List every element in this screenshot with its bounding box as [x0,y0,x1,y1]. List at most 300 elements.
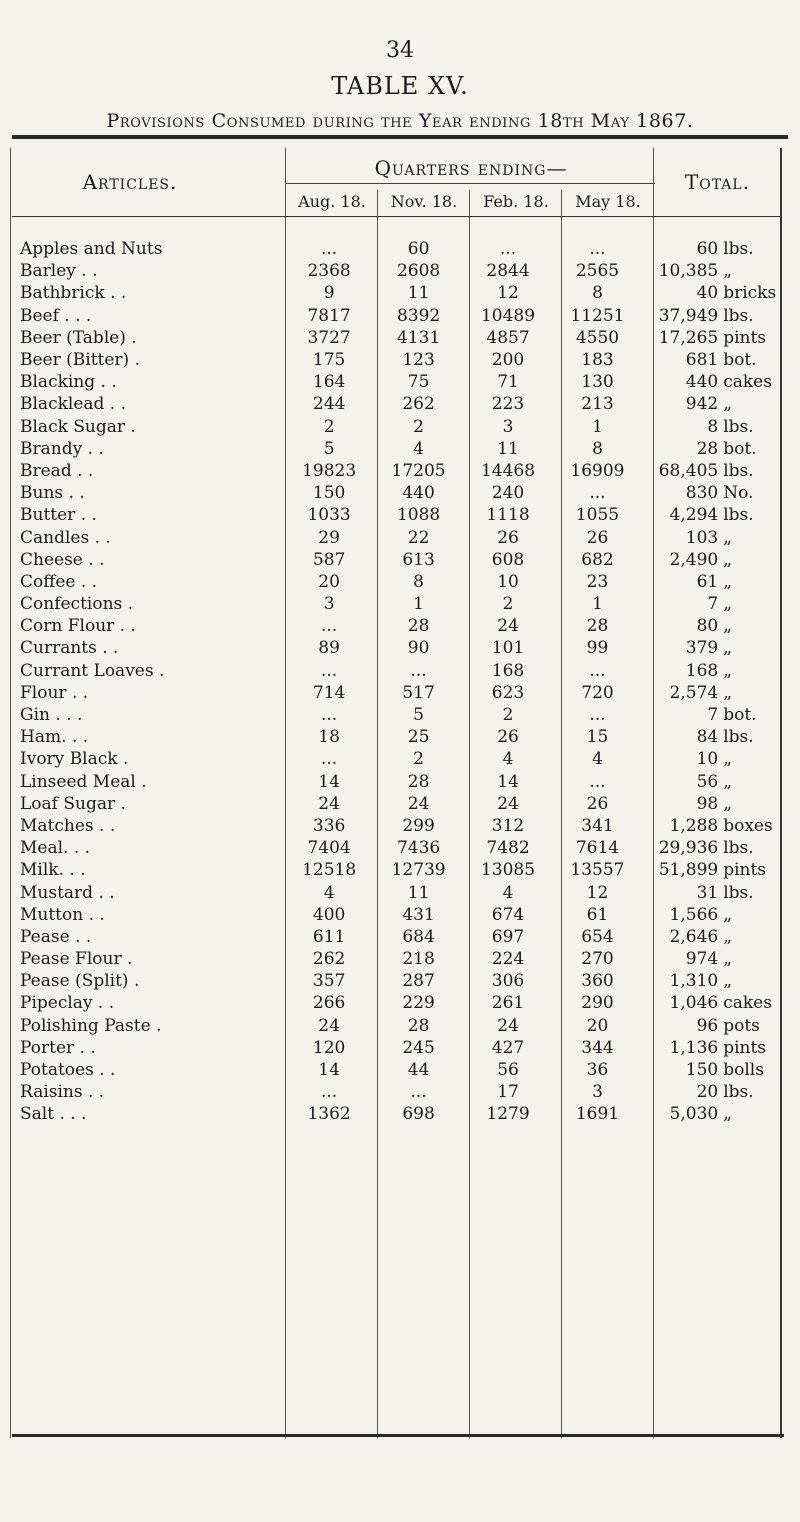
table-row [12,526,780,548]
total-unit: lbs. [723,838,754,859]
quarter-aug-value: ... [321,749,338,770]
table-row [12,349,780,371]
quarter-aug-value: 18 [318,727,340,748]
quarter-feb-value: 224 [491,949,525,970]
total-unit: „ [723,749,733,770]
quarter-aug-value: 2368 [307,261,351,282]
article-name: Coffee . . [20,571,98,592]
article-name: Pease . . [20,926,92,947]
total-cell [642,815,780,837]
quarter-may-value: ... [589,660,606,681]
quarter-aug-value: 7817 [307,305,351,326]
quarter-aug-value: 714 [312,682,346,703]
total-unit: „ [723,949,733,970]
total-unit: lbs. [723,1082,754,1103]
quarter-aug-value: 19823 [302,460,357,481]
article-name: Apples and Nuts [20,239,163,260]
total-unit: „ [723,660,733,681]
quarter-feb-value: 261 [491,993,525,1014]
table-row [12,859,780,881]
quarter-may-value: 130 [581,372,614,393]
table-row [12,593,780,615]
total-cell [642,305,780,327]
total-unit: pots [723,1015,760,1036]
table-frame-right [780,148,782,1438]
total-value: 440 [685,372,719,393]
quarter-feb-value: 24 [497,1015,519,1036]
quarter-feb-value: 312 [491,815,525,836]
total-value: 98 [696,793,719,814]
quarter-nov-value: 5 [413,705,424,726]
table-row [12,1037,780,1059]
quarter-feb-value: 7482 [486,838,530,859]
total-value: 379 [685,638,719,659]
total-value: 1,046 [669,993,719,1014]
article-name: Linseed Meal . [20,771,147,792]
header-quarter-nov: Nov. 18. [390,192,458,211]
quarter-nov-value: 2 [413,416,424,437]
article-name: Currant Loaves . [20,660,165,681]
article-name: Blacklead . . [20,394,127,415]
total-unit: No. [723,483,754,504]
quarter-aug-value: 150 [312,483,346,504]
quarter-nov-value: 440 [402,483,435,504]
quarter-nov-value: 229 [402,993,435,1014]
total-unit: „ [723,261,733,282]
total-unit: pints [723,860,767,881]
article-name: Loaf Sugar . [20,793,126,814]
quarter-aug-value: 3727 [307,327,351,348]
quarter-aug-value: ... [321,705,338,726]
quarter-nov-value: 299 [402,815,435,836]
total-value: 8 [707,416,719,437]
table-row [12,327,780,349]
quarter-may-value: 15 [586,727,609,748]
total-value: 2,574 [669,682,719,703]
quarter-aug-value: 1033 [307,505,351,526]
page-number: 34 [386,38,414,63]
table-row [12,815,780,837]
quarter-aug-value: ... [321,660,338,681]
quarter-feb-value: 674 [491,904,525,925]
quarter-nov-value: ... [410,1082,427,1103]
total-value: 84 [696,727,719,748]
total-cell [642,704,780,726]
quarter-nov-value: 22 [407,527,430,548]
quarter-nov-value: 28 [407,616,430,637]
total-value: 10 [696,749,719,770]
quarter-feb-value: 10489 [480,305,536,326]
quarter-may-value: 1 [592,416,603,437]
quarter-feb-value: 3 [502,416,514,437]
table-row [12,904,780,926]
quarter-feb-value: 24 [497,793,519,814]
quarter-nov-value: 287 [402,971,435,992]
quarter-aug-value: 587 [312,549,346,570]
total-cell [642,460,780,482]
quarter-nov-value: 218 [402,949,435,970]
total-unit: lbs. [723,416,754,437]
total-cell [642,349,780,371]
quarter-aug-value: 9 [323,283,335,304]
total-unit: lbs. [723,239,754,260]
total-value: 31 [696,882,719,903]
quarter-feb-value: 56 [497,1060,519,1081]
quarter-aug-value: 24 [318,1015,340,1036]
quarter-may-value: 4550 [575,327,620,348]
article-name: Mutton . . [20,904,105,925]
quarter-feb-value: 101 [491,638,525,659]
quarter-nov-value: 11 [407,283,430,304]
quarter-may-value: 213 [581,394,614,415]
table-row [12,305,780,327]
total-unit: „ [723,904,733,925]
total-unit: „ [723,394,733,415]
total-cell [642,615,780,637]
total-unit: bot. [723,438,757,459]
header-quarter-feb: Feb. 18. [483,192,549,211]
article-name: Butter . . [20,505,97,526]
quarter-aug-value: 89 [318,638,340,659]
quarter-aug-value: 14 [318,771,340,792]
table-row [12,837,780,859]
header-quarters-rule [285,183,655,184]
total-unit: lbs. [723,882,754,903]
total-cell [642,660,780,682]
article-name: Gin . . . [20,705,83,726]
total-cell [642,571,780,593]
total-value: 1,566 [669,904,719,925]
total-cell [642,1037,780,1059]
total-value: 2,646 [669,926,719,947]
total-cell [642,748,780,770]
quarter-aug-value: 20 [318,571,340,592]
quarter-nov-value: 17205 [391,460,446,481]
quarter-may-value: 8 [592,283,603,304]
total-cell [642,416,780,438]
quarter-aug-value: 2 [323,416,335,437]
quarter-feb-value: 1279 [486,1104,530,1125]
quarter-nov-value: 262 [402,394,435,415]
quarter-feb-value: 4857 [486,327,530,348]
quarter-aug-value: 3 [323,594,335,615]
quarter-may-value: 16909 [570,460,625,481]
total-unit: „ [723,571,733,592]
total-cell [642,1103,780,1125]
article-name: Milk. . . [20,860,86,881]
total-value: 5,030 [669,1104,719,1125]
quarter-nov-value: 4 [413,438,424,459]
article-name: Brandy . . [20,438,104,459]
total-value: 61 [696,571,719,592]
article-name: Pease Flour . [20,949,133,970]
total-cell [642,948,780,970]
article-name: Currants . . [20,638,119,659]
total-value: 80 [696,616,719,637]
quarter-may-value: ... [589,705,606,726]
quarter-feb-value: 1118 [486,505,530,526]
quarter-may-value: 26 [586,527,609,548]
table-row [12,726,780,748]
quarter-feb-value: 306 [491,971,525,992]
total-cell [642,504,780,526]
article-name: Mustard . . [20,882,115,903]
quarter-may-value: 682 [581,549,614,570]
table-frame-left [10,148,11,1438]
quarter-feb-value: 14 [497,771,519,792]
total-value: 2,490 [669,549,719,570]
quarter-nov-value: 684 [402,926,435,947]
quarter-feb-value: 2844 [486,261,530,282]
total-value: 96 [696,1015,719,1036]
quarter-may-value: 720 [581,682,614,703]
total-cell [642,393,780,415]
total-cell [642,327,780,349]
quarter-feb-value: 608 [491,549,525,570]
quarter-aug-value: 357 [312,971,346,992]
quarter-nov-value: 8392 [396,305,441,326]
total-value: 7 [707,705,719,726]
total-unit: bolls [723,1060,764,1081]
total-cell [642,837,780,859]
table-row [12,1081,780,1103]
total-value: 17,265 [658,327,719,348]
quarter-may-value: 20 [586,1015,609,1036]
quarter-nov-value: 12739 [391,860,446,881]
article-name: Potatoes . . [20,1060,116,1081]
bottom-rule [12,1434,784,1437]
table-row [12,393,780,415]
total-value: 942 [685,394,719,415]
total-value: 4,294 [669,505,719,526]
quarter-nov-value: 1 [413,594,424,615]
total-cell [642,793,780,815]
table-row [12,438,780,460]
quarter-may-value: 654 [581,926,614,947]
quarter-nov-value: 8 [413,571,424,592]
total-unit: „ [723,926,733,947]
quarter-feb-value: 10 [497,571,519,592]
quarter-aug-value: 5 [323,438,335,459]
article-name: Corn Flour . . [20,616,136,637]
article-name: Meal. . . [20,838,91,859]
table-row [12,460,780,482]
total-cell [642,482,780,504]
quarter-may-value: 1691 [575,1104,620,1125]
total-unit: „ [723,527,733,548]
total-unit: „ [723,594,733,615]
table-row [12,571,780,593]
quarter-aug-value: 266 [312,993,346,1014]
total-value: 56 [696,771,719,792]
quarter-may-value: ... [589,239,606,260]
table-row [12,615,780,637]
quarter-nov-value: 1088 [396,505,441,526]
total-value: 150 [685,1060,719,1081]
quarter-aug-value: 29 [318,527,340,548]
total-cell [642,926,780,948]
total-unit: lbs. [723,460,754,481]
quarter-may-value: 4 [592,749,603,770]
article-name: Pease (Split) . [20,971,140,992]
quarter-feb-value: 24 [497,616,519,637]
quarter-feb-value: 240 [491,483,525,504]
total-value: 60 [696,239,719,260]
table-row [12,793,780,815]
quarter-aug-value: 164 [312,372,346,393]
table-row [12,970,780,992]
article-name: Barley . . [20,261,98,282]
total-unit: pints [723,327,767,348]
total-cell [642,593,780,615]
total-unit: „ [723,1104,733,1125]
quarter-feb-value: 697 [491,926,525,947]
article-name: Ivory Black . [20,749,129,770]
total-unit: pints [723,1037,767,1058]
quarter-aug-value: 12518 [302,860,357,881]
table-row [12,992,780,1014]
quarter-aug-value: 611 [312,926,346,947]
total-cell [642,1015,780,1037]
total-cell [642,992,780,1014]
total-unit: lbs. [723,505,754,526]
quarter-aug-value: 24 [318,793,340,814]
quarter-aug-value: 175 [312,350,346,371]
total-value: 681 [685,350,719,371]
article-name: Pipeclay . . [20,993,115,1014]
total-cell [642,438,780,460]
quarter-nov-value: 2 [413,749,424,770]
table-row [12,1059,780,1081]
quarter-may-value: 11251 [570,305,625,326]
quarter-may-value: 1055 [575,505,620,526]
article-name: Beer (Table) . [20,327,137,348]
quarter-nov-value: 613 [402,549,435,570]
quarter-may-value: 270 [581,949,614,970]
table-row [12,282,780,304]
total-value: 51,899 [658,860,719,881]
quarter-feb-value: 26 [497,527,519,548]
quarter-nov-value: 28 [407,1015,430,1036]
provisions-table [12,238,780,1126]
table-row [12,1103,780,1125]
quarter-aug-value: ... [321,239,338,260]
quarter-may-value: 360 [581,971,614,992]
quarter-feb-value: ... [499,239,517,260]
total-unit: boxes [723,815,773,836]
total-cell [642,1081,780,1103]
quarter-feb-value: 17 [497,1082,519,1103]
quarter-may-value: 7614 [575,838,620,859]
quarter-nov-value: 431 [402,904,435,925]
article-name: Blacking . . [20,372,117,393]
header-quarter-aug: Aug. 18. [298,192,366,211]
total-cell [642,726,780,748]
quarter-may-value: 61 [586,904,609,925]
total-cell [642,771,780,793]
total-unit: „ [723,616,733,637]
total-unit: bot. [723,350,757,371]
total-value: 974 [685,949,719,970]
table-row [12,748,780,770]
quarter-nov-value: ... [410,660,427,681]
quarter-aug-value: 7404 [307,838,351,859]
total-value: 68,405 [658,460,719,481]
article-name: Beer (Bitter) . [20,350,140,371]
article-name: Flour . . [20,682,89,703]
quarter-nov-value: 698 [402,1104,435,1125]
quarter-aug-value: 120 [312,1037,346,1058]
quarter-may-value: 28 [586,616,609,637]
quarter-may-value: 13557 [570,860,625,881]
total-unit: „ [723,682,733,703]
article-name: Ham. . . [20,727,89,748]
quarter-nov-value: 75 [407,372,430,393]
header-rule [12,216,780,217]
quarter-aug-value: 262 [312,949,346,970]
table-row [12,660,780,682]
table-row [12,416,780,438]
article-name: Black Sugar . [20,416,136,437]
quarter-may-value: 290 [581,993,614,1014]
quarter-feb-value: 12 [497,283,519,304]
total-cell [642,526,780,548]
total-value: 10,385 [658,261,719,282]
quarter-nov-value: 60 [407,239,430,260]
quarter-feb-value: 4 [502,749,514,770]
article-name: Candles . . [20,527,111,548]
table-row [12,948,780,970]
quarter-feb-value: 14468 [480,460,536,481]
article-name: Bread . . [20,460,94,481]
table-row [12,371,780,393]
total-unit: „ [723,793,733,814]
article-name: Raisins . . [20,1082,105,1103]
total-value: 103 [685,527,719,548]
quarter-nov-value: 11 [407,882,430,903]
quarter-nov-value: 4131 [396,327,441,348]
quarter-feb-value: 168 [491,660,525,681]
total-cell [642,881,780,903]
article-name: Confections . [20,594,134,615]
quarter-nov-value: 90 [407,638,430,659]
table-row [12,771,780,793]
total-value: 830 [685,483,719,504]
quarter-feb-value: 623 [491,682,525,703]
table-row [12,1015,780,1037]
quarter-may-value: 183 [581,350,614,371]
quarter-may-value: ... [589,483,606,504]
quarter-feb-value: 11 [497,438,519,459]
article-name: Buns . . [20,483,85,504]
total-value: 28 [696,438,719,459]
total-unit: „ [723,638,733,659]
header-articles: Articles. [82,170,178,194]
total-unit: cakes [723,993,772,1014]
total-unit: cakes [723,372,772,393]
total-cell [642,238,780,260]
total-cell [642,682,780,704]
header-quarter-may: May 18. [575,192,641,211]
quarter-aug-value: 244 [312,394,346,415]
table-row [12,504,780,526]
quarter-may-value: 2565 [575,261,620,282]
table-subtitle: Provisions Consumed during the Year ending 18th May 1867. [106,110,694,132]
quarter-aug-value: 4 [323,882,335,903]
total-cell [642,260,780,282]
total-value: 37,949 [658,305,719,326]
table-row [12,704,780,726]
